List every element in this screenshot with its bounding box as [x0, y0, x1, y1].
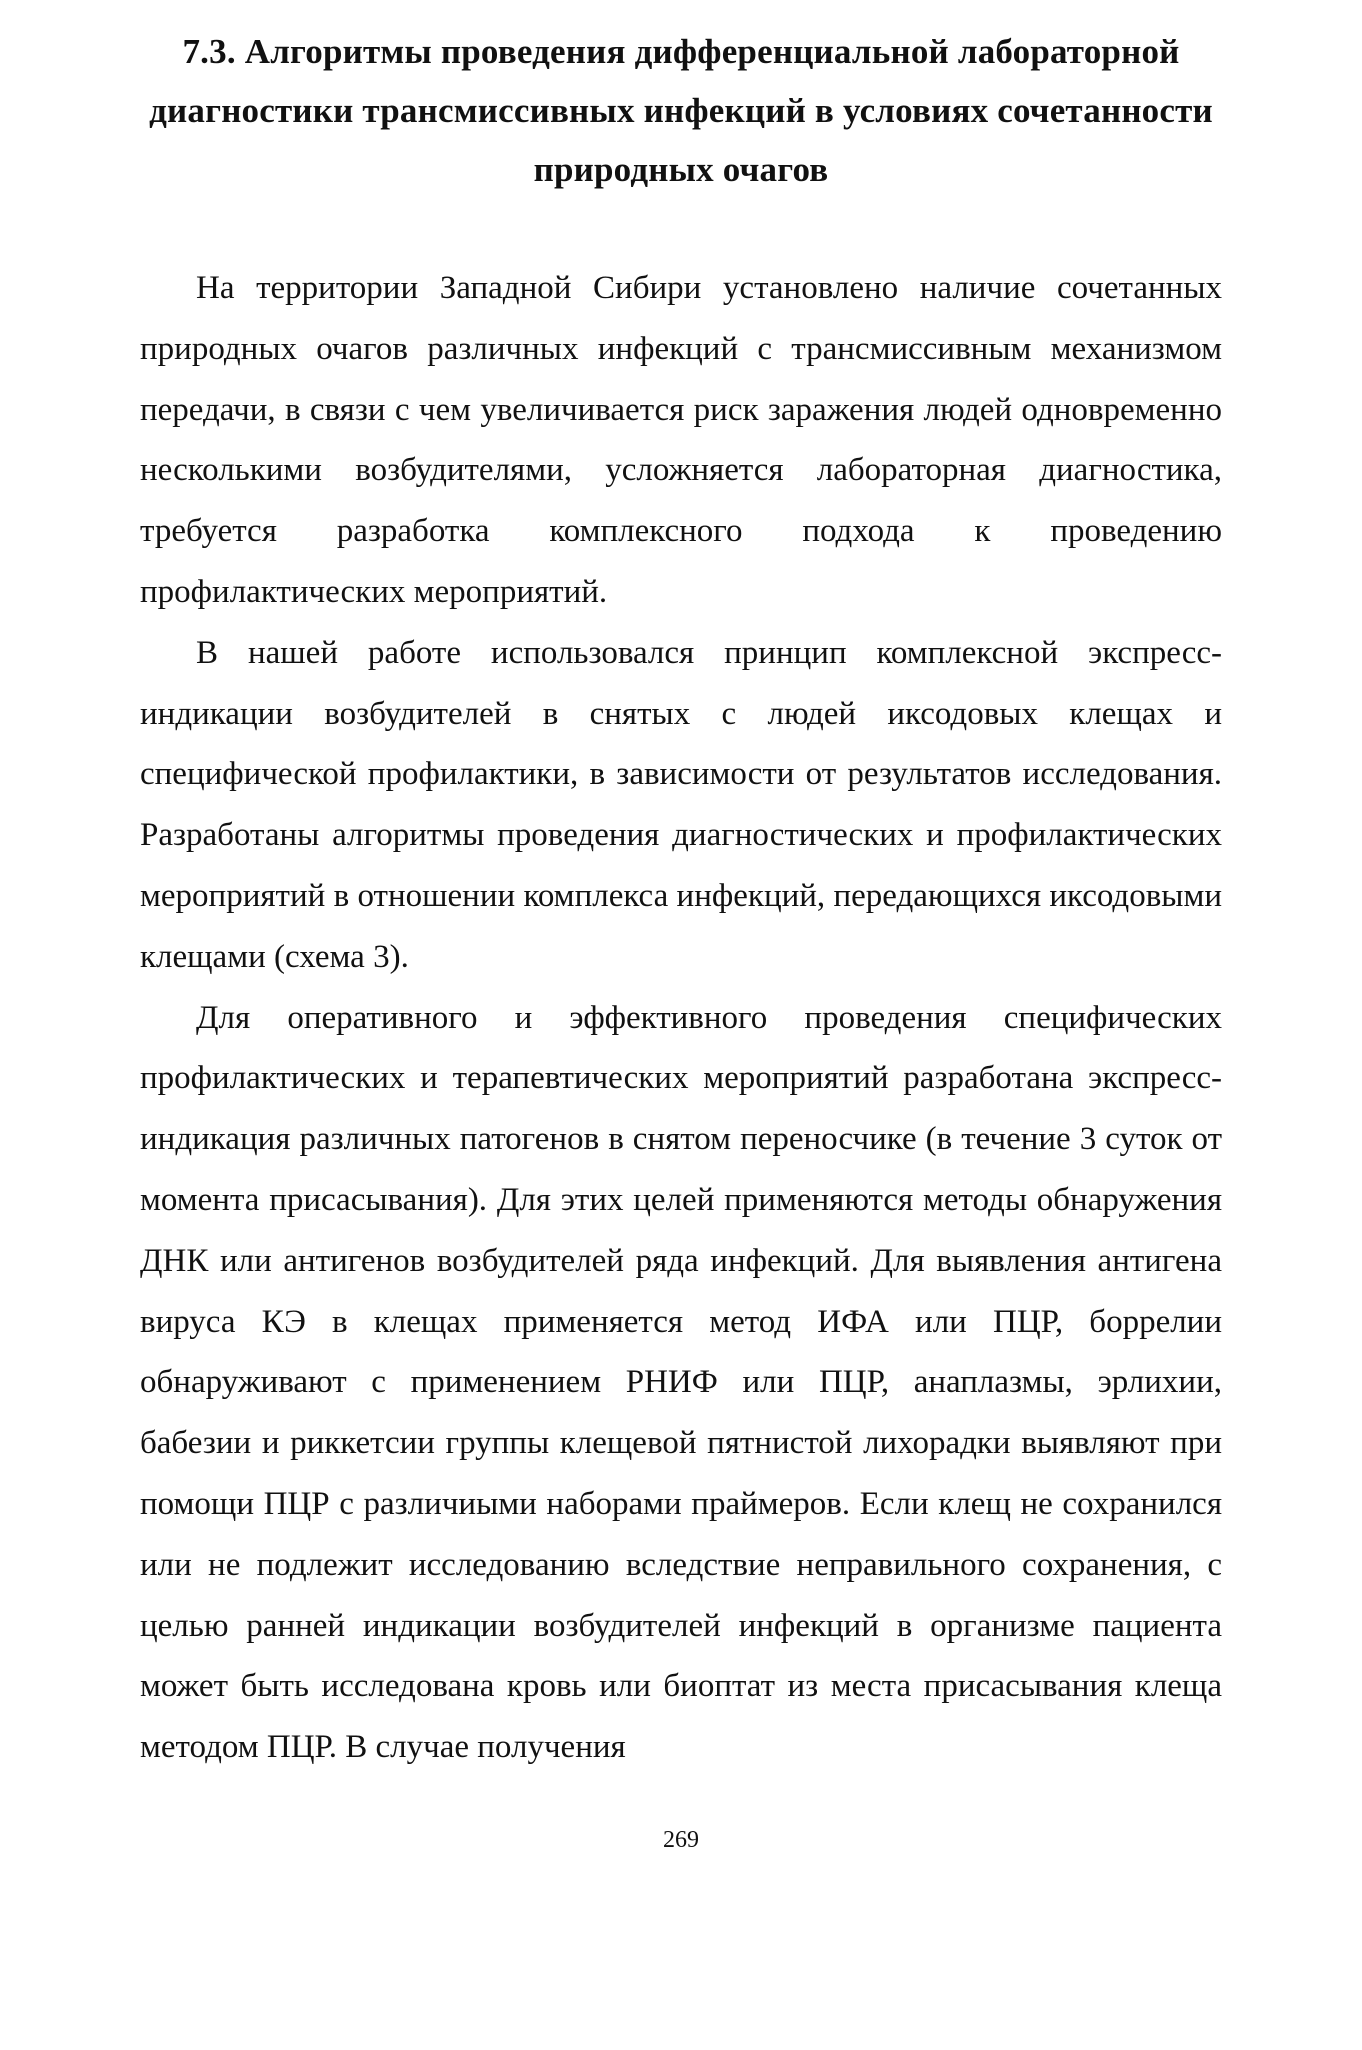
paragraph-1: На территории Западной Сибири установлено наличие сочетанных природных очагов различных инфекций с трансмиссивным механизмом передачи, в связи с чем увеличивается риск заражения людей одновременно несколькими возбудителями, усложняется лабораторная диагностика, требуется разработка комплексного подхода к проведению профилактических мероприятий.	[140, 270, 1222, 610]
section-heading-line-3: природных очагов	[533, 150, 829, 189]
section-heading-line-1: 7.3. Алгоритмы проведения дифференциальной лабораторной	[182, 32, 1180, 71]
section-heading	[140, 22, 1222, 199]
paragraph-3: Для оперативного и эффективного проведения специфических профилактических и терапевтических мероприятий разработана экспресс-индикация различных патогенов в снятом переносчике (в течение 3 суток от момента присасывания). Для этих целей применяются методы обнаружения ДНК или антигенов возбудителей ряда инфекций. Для выявления антигена вируса КЭ в клещах применяется метод ИФА или ПЦР, боррелии обнаруживают с применением РНИФ или ПЦР, анаплазмы, эрлихии, бабезии и риккетсии группы клещевой пятнистой лихорадки выявляют при помощи ПЦР с различиыми наборами праймеров. Если клещ не сохранился или не подлежит исследованию вследствие неправильного сохранения, с целью ранней индикации возбудителей инфекций в организме пациента может быть исследована кровь или биоптат из места присасывания клеща методом ПЦР. В случае получения	[140, 999, 1222, 1766]
body-text	[140, 258, 1222, 1778]
paragraph-2: В нашей работе использовался принцип комплексной экспресс-индикации возбудителей в снятых с людей иксодовых клещах и специфической профилактики, в зависимости от результатов исследования. Разработаны алгоритмы проведения диагностических и профилактических мероприятий в отношении комплекса инфекций, передающихся иксодовыми клещами (схема 3).	[140, 634, 1222, 975]
page-number: 269	[663, 1827, 699, 1853]
section-heading-line-2: диагностики трансмиссивных инфекций в условиях сочетанности	[149, 91, 1213, 130]
